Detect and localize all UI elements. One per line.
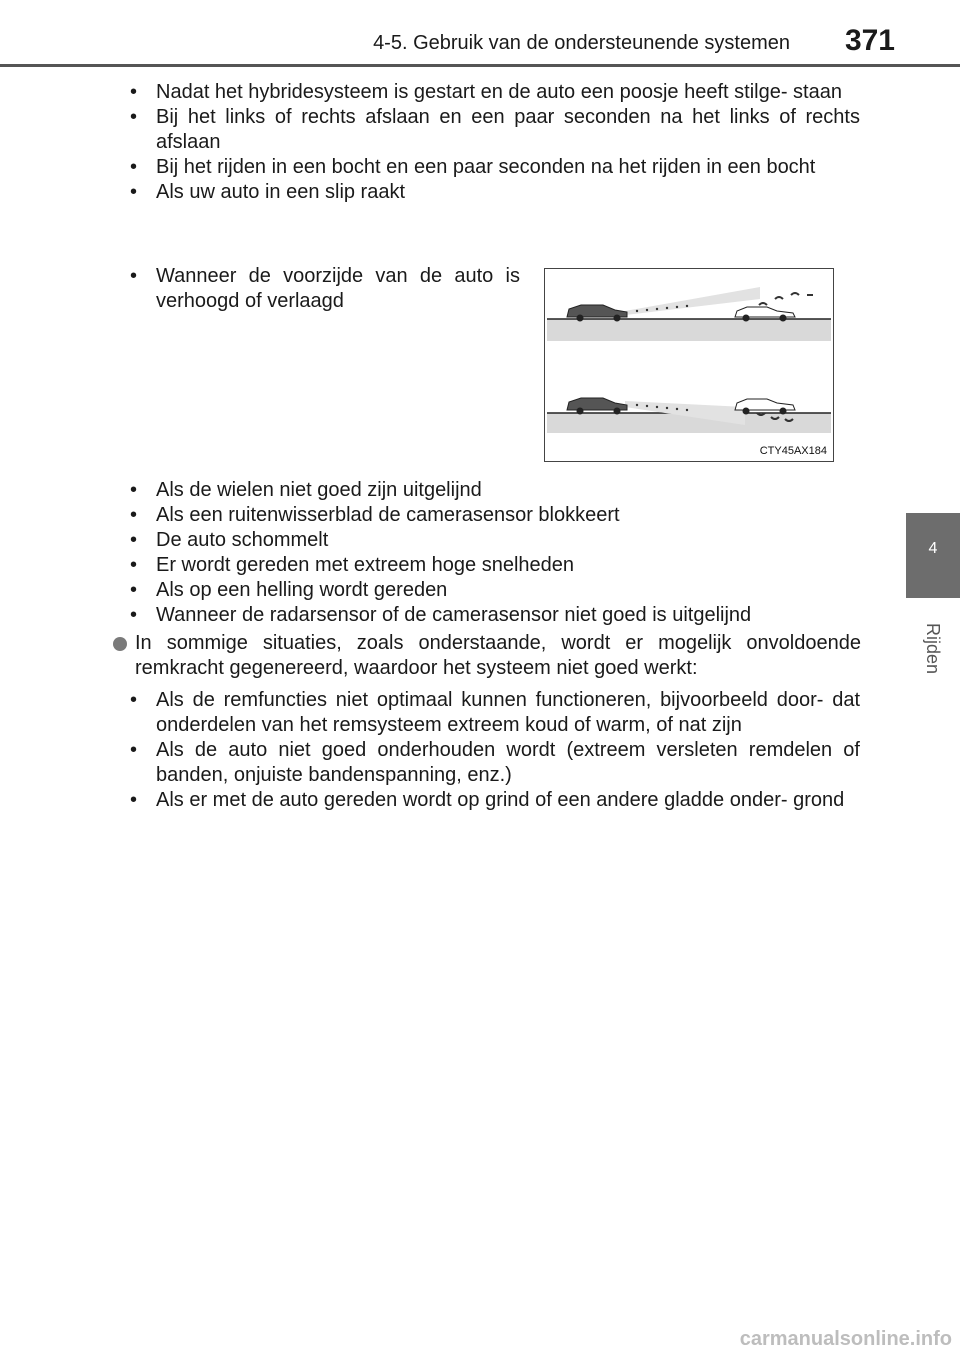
list-item: • De auto schommelt [130, 528, 860, 553]
list-item: • Als de wielen niet goed zijn uitgelijnd [130, 478, 860, 503]
list-item: • Als de remfuncties niet optimaal kunnen functioneren, bijvoorbeeld door- dat onderdelen van het remsysteem extreem koud of warm, of nat zijn [130, 688, 860, 738]
list-item: • Als een ruitenwisserblad de camerasensor blokkeert [130, 503, 860, 528]
figure-code: CTY45AX184 [759, 445, 827, 457]
list-item: • Als uw auto in een slip raakt [130, 180, 860, 205]
main-paragraph [113, 631, 861, 681]
list-item: • Als de auto niet goed onderhouden wordt (extreem versleten remdelen of banden, onjuiste bandenspanning, enz.) [130, 738, 860, 788]
list-item: • Nadat het hybridesysteem is gestart en de auto een poosje heeft stilge- staan [130, 80, 860, 105]
list-item: • Als er met de auto gereden wordt op grind of een andere gladde onder- grond [130, 788, 860, 813]
bullet-list-middle [130, 478, 860, 628]
header-divider [0, 64, 960, 67]
section-title: 4-5. Gebruik van de ondersteunende systemen [373, 32, 790, 54]
list-item: • Er wordt gereden met extreem hoge snelheden [130, 553, 860, 578]
list-item: • Als op een helling wordt gereden [130, 578, 860, 603]
bullet-list-bottom [130, 688, 860, 813]
bullet-list-top [130, 80, 860, 205]
list-item: • Wanneer de radarsensor of de camerasensor niet goed is uitgelijnd [130, 603, 860, 628]
chapter-tab-number: 4 [928, 540, 938, 557]
chapter-label: Rijden [923, 622, 944, 674]
car-radar-illustration [545, 269, 833, 461]
bullet-list-figure [130, 264, 520, 314]
page-number: 371 [844, 24, 895, 57]
main-paragraph-text: In sommige situaties, zoals onderstaande, wordt er mogelijk onvoldoende remkracht gegenereerd, waardoor het systeem niet goed werkt: [135, 632, 861, 679]
illustration-car-radar [544, 268, 834, 462]
list-item: • Wanneer de voorzijde van de auto is verhoogd of verlaagd [130, 264, 520, 314]
bullet-dot-icon [113, 637, 127, 651]
list-item: • Bij het links of rechts afslaan en een paar seconden na het links of rechts afslaan [130, 105, 860, 155]
watermark: carmanualsonline.info [739, 1328, 952, 1350]
list-item: • Bij het rijden in een bocht en een paar seconden na het rijden in een bocht [130, 155, 860, 180]
